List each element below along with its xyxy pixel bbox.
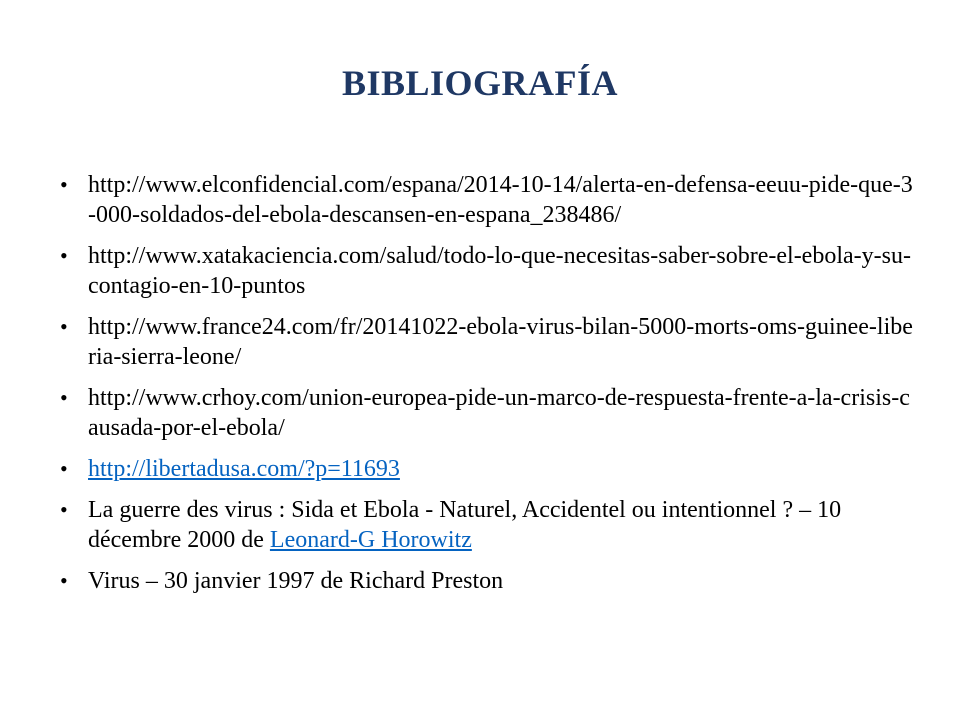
author-link[interactable]: Leonard-G Horowitz [269, 527, 472, 553]
bullet-icon: • [60, 456, 68, 481]
bullet-icon: • [60, 497, 68, 522]
reference-item [58, 495, 918, 555]
reference-text: Virus – 30 janvier 1997 de Richard Preston [88, 568, 504, 594]
bullet-icon: • [60, 314, 68, 339]
reference-text: http://www.elconfidencial.com/espana/2014-10-14/alerta-en-defensa-eeuu-pide-que-3-000-soldados-del-ebola-descansen-en-espana_238486/ [88, 172, 913, 228]
reference-text: http://www.crhoy.com/union-europea-pide-un-marco-de-respuesta-frente-a-la-crisis-causada-por-el-ebola/ [88, 385, 910, 441]
reference-link[interactable]: http://libertadusa.com/?p=11693 [88, 456, 400, 482]
bullet-icon: • [60, 568, 68, 593]
reference-list [58, 170, 918, 607]
reference-item [58, 241, 918, 301]
reference-text: http://www.xatakaciencia.com/salud/todo-lo-que-necesitas-saber-sobre-el-ebola-y-su-contagio-en-10-puntos [88, 243, 911, 299]
reference-text: La guerre des virus : Sida et Ebola - Naturel, Accidentel ou intentionnel ? – 10 décembre 2000 de [88, 497, 842, 553]
reference-item [58, 170, 918, 230]
reference-item [58, 383, 918, 443]
reference-item [58, 454, 918, 484]
slide-title: BIBLIOGRAFÍA [341, 63, 619, 103]
reference-item [58, 312, 918, 372]
bullet-icon: • [60, 243, 68, 268]
bullet-icon: • [60, 172, 68, 197]
reference-text: http://www.france24.com/fr/20141022-ebola-virus-bilan-5000-morts-oms-guinee-liberia-sierra-leone/ [88, 314, 913, 370]
reference-item [58, 566, 918, 596]
bullet-icon: • [60, 385, 68, 410]
